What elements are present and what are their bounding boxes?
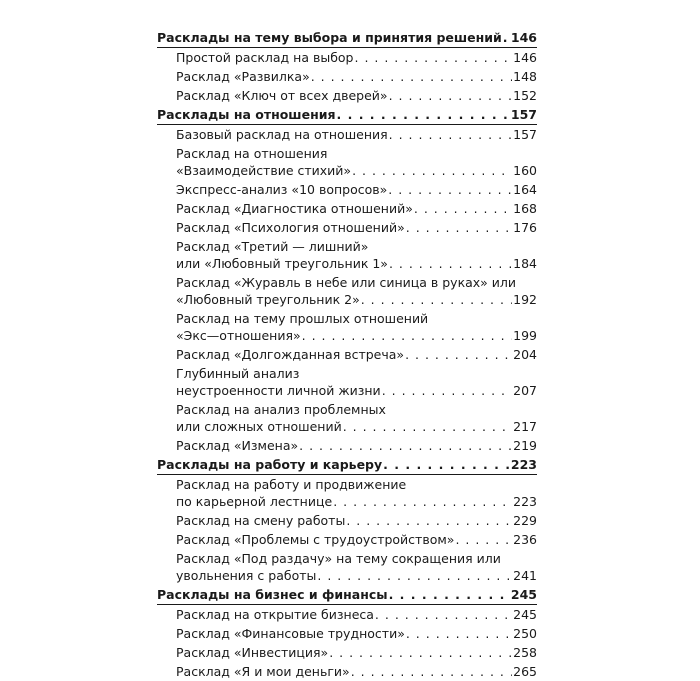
toc-item [176, 605, 537, 624]
toc-item-line [176, 493, 537, 510]
toc-item-title: Расклад «Психология отношений» [176, 220, 405, 235]
chapter-heading-line [157, 105, 537, 124]
dot-leader [375, 605, 512, 624]
dot-leader [299, 436, 512, 455]
dot-leader [351, 662, 512, 681]
toc-item [176, 549, 537, 585]
toc-item-title: Расклад «Финансовые трудности» [176, 626, 405, 641]
toc-item-line [176, 605, 537, 624]
toc-item-title: Расклад «Третий — лишний» [176, 239, 369, 254]
dot-leader [317, 567, 512, 584]
toc-item [176, 180, 537, 199]
dot-leader [383, 455, 510, 474]
toc-item [176, 237, 537, 273]
chapter-title: Расклады на тему выбора и принятия решений [157, 30, 502, 45]
toc-item-title: Расклад на работу и продвижение [176, 477, 407, 492]
chapter-page-number: 157 [510, 107, 537, 122]
toc-item-line [176, 662, 537, 681]
toc-item-page-number: 160 [513, 163, 537, 178]
toc-item-line [176, 382, 537, 399]
chapter-title: Расклады на отношения [157, 107, 336, 122]
toc-item [176, 199, 537, 218]
dot-leader [503, 28, 510, 47]
toc-item-title: Расклад «Диагностика отношений» [176, 201, 413, 216]
toc-item-line [176, 624, 537, 643]
toc-item-title: Экспресс-анализ «10 вопросов» [176, 182, 388, 197]
toc-item [176, 364, 537, 400]
dot-leader [406, 218, 512, 237]
toc-item [176, 86, 537, 105]
toc-item-line [176, 162, 537, 179]
toc-item-page-number: 176 [513, 220, 537, 235]
toc-item-page-number: 207 [513, 383, 537, 398]
toc-item-title: или сложных отношений [176, 419, 342, 434]
toc-item-title: Расклад «Я и мои деньги» [176, 664, 350, 679]
toc-item-line [176, 48, 537, 67]
toc-item-line [176, 310, 537, 327]
dot-leader [311, 67, 512, 86]
toc-item-line [176, 199, 537, 218]
toc-item-line [176, 643, 537, 662]
toc-item-title: по карьерной лестнице [176, 494, 333, 509]
toc-item-line [176, 86, 537, 105]
toc-item-line [176, 401, 537, 418]
toc-item-title: Расклад «Под раздачу» на тему сокращения или [176, 551, 501, 566]
chapter-heading [157, 585, 537, 605]
toc-item-page-number: 219 [513, 438, 537, 453]
dot-leader [389, 255, 512, 272]
toc-item-line [176, 345, 537, 364]
toc-item [176, 218, 537, 237]
dot-leader [405, 345, 512, 364]
toc-item [176, 436, 537, 455]
toc-item [176, 309, 537, 345]
chapter-page-number: 146 [510, 30, 537, 45]
toc-item-line [176, 365, 537, 382]
dot-leader [455, 530, 512, 549]
dot-leader [337, 105, 510, 124]
toc-item-line [176, 255, 537, 272]
chapter-page-number: 245 [510, 587, 537, 602]
toc-item-title: Простой расклад на выбор [176, 50, 354, 65]
toc-item-line [176, 291, 537, 308]
toc-item-title: Расклад «Долгожданная встреча» [176, 347, 405, 362]
dot-leader [406, 624, 512, 643]
dot-leader [346, 511, 512, 530]
chapter-heading-line [157, 585, 537, 604]
toc-item-title: «Любовный треугольник 2» [176, 292, 360, 307]
toc-item-line [176, 180, 537, 199]
dot-leader [389, 585, 510, 604]
toc-item-title: Расклад «Проблемы с трудоустройством» [176, 532, 455, 547]
toc-item-line [176, 476, 537, 493]
toc-item-line [176, 511, 537, 530]
toc-item-page-number: 148 [513, 69, 537, 84]
toc-item-line [176, 274, 537, 291]
toc-item-title: Расклад на отношения [176, 146, 328, 161]
toc-item-page-number: 192 [513, 292, 537, 307]
toc-item-page-number: 236 [513, 532, 537, 547]
toc-item-page-number: 204 [513, 347, 537, 362]
chapter-heading [157, 455, 537, 475]
chapter-title: Расклады на работу и карьеру [157, 457, 383, 472]
toc-item-line [176, 418, 537, 435]
chapter-title: Расклады на бизнес и финансы [157, 587, 388, 602]
toc-item-line [176, 218, 537, 237]
dot-leader [302, 327, 513, 344]
toc-item-title: Базовый расклад на отношения [176, 127, 388, 142]
toc-item [176, 662, 537, 681]
toc-item-page-number: 152 [513, 88, 537, 103]
toc-item [176, 48, 537, 67]
toc-item-line [176, 238, 537, 255]
toc-item-title: неустроенности личной жизни [176, 383, 381, 398]
toc-item-page-number: 184 [513, 256, 537, 271]
toc-item-title: Расклад «Измена» [176, 438, 299, 453]
chapter-page-number: 223 [510, 457, 537, 472]
toc-item [176, 67, 537, 86]
toc-item-title: Расклад на открытие бизнеса [176, 607, 374, 622]
toc-item-title: Расклад «Ключ от всех дверей» [176, 88, 388, 103]
toc-item-title: Расклад «Журавль в небе или синица в руках» или [176, 275, 517, 290]
toc-item-page-number: 250 [513, 626, 537, 641]
toc-item-page-number: 199 [513, 328, 537, 343]
dot-leader [389, 86, 513, 105]
dot-leader [388, 180, 512, 199]
toc-item-line [176, 145, 537, 162]
toc-item-line [176, 436, 537, 455]
toc-item-title: Расклад на тему прошлых отношений [176, 311, 429, 326]
toc-item-title: Расклад на анализ проблемных [176, 402, 386, 417]
toc-item-page-number: 146 [513, 50, 537, 65]
toc-item [176, 511, 537, 530]
toc-item [176, 273, 537, 309]
dot-leader [333, 493, 512, 510]
toc-item-page-number: 157 [513, 127, 537, 142]
dot-leader [389, 125, 512, 144]
toc-item-title: «Экс—отношения» [176, 328, 301, 343]
toc-item [176, 643, 537, 662]
toc-item-page-number: 258 [513, 645, 537, 660]
chapter-heading [157, 105, 537, 125]
toc-item-page-number: 229 [513, 513, 537, 528]
chapter-heading-line [157, 455, 537, 474]
toc-item-page-number: 241 [513, 568, 537, 583]
toc-item [176, 475, 537, 511]
toc-item-line [176, 550, 537, 567]
toc-item [176, 144, 537, 180]
toc-item-title: увольнения с работы [176, 568, 317, 583]
toc-item-page-number: 245 [513, 607, 537, 622]
toc-item [176, 345, 537, 364]
dot-leader [343, 418, 512, 435]
dot-leader [414, 199, 512, 218]
toc-item-title: Расклад «Инвестиция» [176, 645, 329, 660]
toc-item-line [176, 567, 537, 584]
dot-leader [355, 48, 513, 67]
toc-item-title: Расклад «Развилка» [176, 69, 310, 84]
table-of-contents [157, 28, 537, 681]
toc-item-line [176, 67, 537, 86]
toc-item-page-number: 217 [513, 419, 537, 434]
toc-item [176, 624, 537, 643]
toc-item-page-number: 223 [513, 494, 537, 509]
chapter-heading [157, 28, 537, 48]
dot-leader [361, 291, 512, 308]
dot-leader [352, 162, 512, 179]
toc-item-line [176, 530, 537, 549]
chapter-heading-line [157, 28, 537, 47]
toc-item-page-number: 168 [513, 201, 537, 216]
toc-item-page-number: 164 [513, 182, 537, 197]
toc-item-page-number: 265 [513, 664, 537, 679]
toc-item [176, 125, 537, 144]
toc-item [176, 400, 537, 436]
toc-item-line [176, 327, 537, 344]
toc-item-title: или «Любовный треугольник 1» [176, 256, 388, 271]
dot-leader [329, 643, 512, 662]
toc-item-title: Глубинный анализ [176, 366, 300, 381]
toc-item-title: Расклад на смену работы [176, 513, 346, 528]
toc-item-line [176, 125, 537, 144]
toc-item-title: «Взаимодействие стихий» [176, 163, 352, 178]
toc-item [176, 530, 537, 549]
dot-leader [382, 382, 512, 399]
